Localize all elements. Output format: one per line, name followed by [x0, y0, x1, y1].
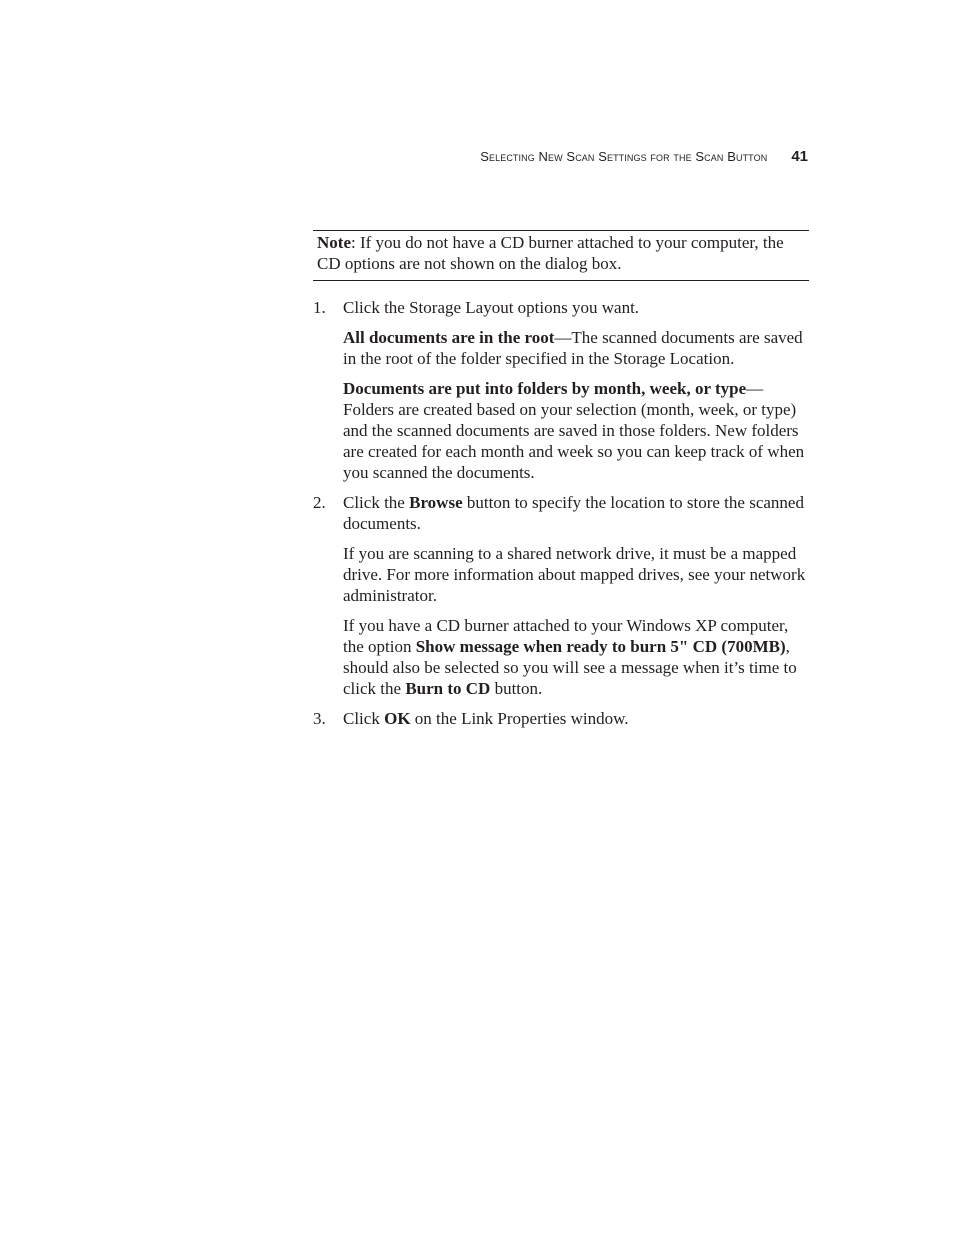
cd-burner-text-end: button.: [490, 679, 543, 698]
step-2: [313, 492, 809, 699]
note-text: : If you do not have a CD burner attached to your computer, the CD options are not shown on the dialog box.: [317, 233, 784, 273]
step-number: 1.: [313, 298, 326, 317]
step-2-text-end: button to specify the location to store the scanned documents.: [343, 493, 804, 533]
option-root-title: All documents are in the root: [343, 328, 555, 347]
cd-burner-text-start: If you have a CD burner attached to your Windows XP computer, the option: [343, 616, 789, 656]
steps-list: [313, 297, 809, 738]
step-number: 2.: [313, 493, 326, 512]
step-2-text-start: Click the: [343, 493, 410, 512]
option-root: [343, 327, 809, 369]
step-3-text-end: on the Link Properties window.: [410, 709, 629, 728]
option-folders-title: Documents are put into folders by month, week, or type: [343, 379, 747, 398]
step-3-text-start: Click: [343, 709, 385, 728]
step-3-text: [343, 708, 809, 729]
option-folders-description: — Folders are created based on your selection (month, week, or type) and the scanned documents are saved in those folders. New folders are created for each month and week so you can keep track of when you scanned the documents.: [343, 379, 805, 482]
browse-term: Browse: [409, 493, 463, 512]
step-1-text: Click the Storage Layout options you want.: [343, 298, 640, 317]
option-root-description: —The scanned documents are saved in the root of the folder specified in the Storage Location.: [343, 328, 803, 368]
header-title: Selecting New Scan Settings for the Scan Button: [480, 149, 768, 164]
running-header: [0, 148, 808, 166]
step-number: 3.: [313, 709, 326, 728]
burn-to-cd-term: Burn to CD: [405, 679, 491, 698]
cd-burner-text-middle: , should also be selected so you will see a message when it’s time to click the: [343, 637, 797, 698]
show-message-option-term: Show message when ready to burn 5" CD (700MB): [415, 637, 786, 656]
step-1: [313, 297, 809, 483]
cd-burner-paragraph: [343, 615, 809, 699]
step-2-text: [343, 492, 809, 534]
step-3: [313, 708, 809, 729]
network-drive-paragraph: If you are scanning to a shared network drive, it must be a mapped drive. For more information about mapped drives, see your network administrator.: [343, 544, 806, 605]
note-box: [313, 230, 809, 281]
ok-term: OK: [384, 709, 411, 728]
page-number: 41: [791, 148, 808, 165]
note-label: Note: [317, 233, 351, 252]
option-folders: [343, 378, 809, 483]
